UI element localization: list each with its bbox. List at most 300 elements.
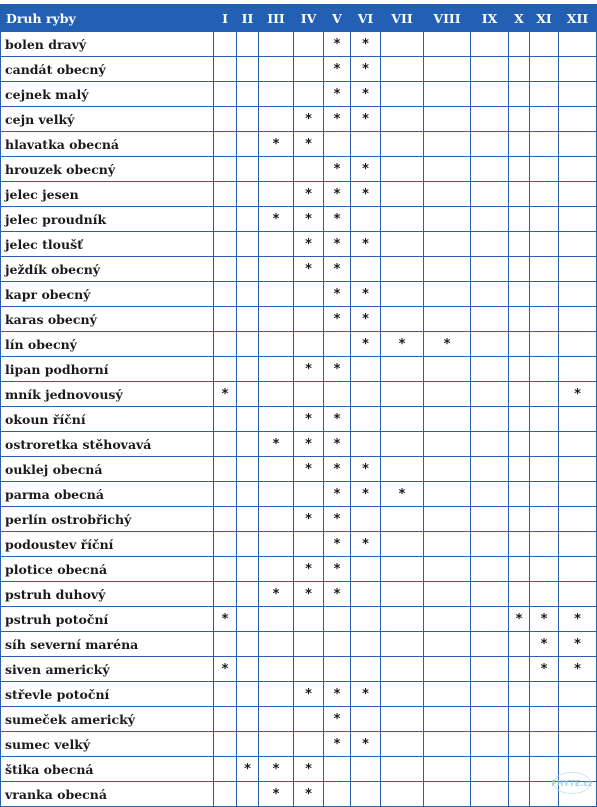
spawning-mark: * — [351, 182, 381, 207]
spawning-mark: * — [259, 582, 294, 607]
empty-cell — [381, 232, 424, 257]
empty-cell — [471, 82, 509, 107]
table-row — [1, 582, 597, 607]
empty-cell — [294, 532, 324, 557]
empty-cell — [214, 482, 237, 507]
empty-cell — [381, 532, 424, 557]
empty-cell — [214, 157, 237, 182]
table-row — [1, 407, 597, 432]
empty-cell — [559, 257, 597, 282]
empty-cell — [381, 82, 424, 107]
empty-cell — [509, 182, 530, 207]
species-name: plotice obecná — [1, 557, 214, 582]
species-name: ostroretka stěhovavá — [1, 432, 214, 457]
empty-cell — [424, 307, 471, 332]
empty-cell — [509, 582, 530, 607]
empty-cell — [259, 232, 294, 257]
empty-cell — [424, 682, 471, 707]
species-name: perlín ostrobřichý — [1, 507, 214, 532]
empty-cell — [424, 157, 471, 182]
empty-cell — [214, 182, 237, 207]
empty-cell — [214, 82, 237, 107]
table-row — [1, 532, 597, 557]
spawning-mark: * — [324, 557, 351, 582]
empty-cell — [259, 282, 294, 307]
empty-cell — [351, 607, 381, 632]
empty-cell — [424, 257, 471, 282]
empty-cell — [324, 607, 351, 632]
spawning-mark: * — [559, 607, 597, 632]
empty-cell — [530, 82, 559, 107]
empty-cell — [530, 507, 559, 532]
empty-cell — [559, 407, 597, 432]
spawning-mark: * — [424, 332, 471, 357]
empty-cell — [509, 82, 530, 107]
empty-cell — [381, 407, 424, 432]
empty-cell — [351, 207, 381, 232]
empty-cell — [237, 182, 259, 207]
empty-cell — [324, 332, 351, 357]
empty-cell — [530, 557, 559, 582]
empty-cell — [381, 457, 424, 482]
spawning-mark: * — [294, 782, 324, 807]
empty-cell — [530, 257, 559, 282]
empty-cell — [237, 657, 259, 682]
empty-cell — [237, 457, 259, 482]
empty-cell — [381, 207, 424, 232]
empty-cell — [559, 557, 597, 582]
empty-cell — [259, 532, 294, 557]
spawning-mark: * — [324, 507, 351, 532]
table-row — [1, 657, 597, 682]
empty-cell — [237, 132, 259, 157]
empty-cell — [381, 382, 424, 407]
empty-cell — [237, 582, 259, 607]
spawning-mark: * — [324, 282, 351, 307]
empty-cell — [471, 32, 509, 57]
empty-cell — [381, 507, 424, 532]
species-name: jelec tloušť — [1, 232, 214, 257]
spawning-mark: * — [324, 257, 351, 282]
empty-cell — [509, 232, 530, 257]
species-name: hrouzek obecný — [1, 157, 214, 182]
empty-cell — [381, 557, 424, 582]
empty-cell — [237, 607, 259, 632]
header-row — [1, 5, 597, 32]
empty-cell — [471, 257, 509, 282]
empty-cell — [237, 557, 259, 582]
species-name: podoustev říční — [1, 532, 214, 557]
empty-cell — [471, 332, 509, 357]
empty-cell — [471, 757, 509, 782]
empty-cell — [214, 507, 237, 532]
empty-cell — [530, 107, 559, 132]
empty-cell — [214, 232, 237, 257]
spawning-mark: * — [530, 607, 559, 632]
empty-cell — [381, 582, 424, 607]
empty-cell — [237, 532, 259, 557]
empty-cell — [530, 32, 559, 57]
empty-cell — [214, 57, 237, 82]
empty-cell — [471, 507, 509, 532]
site-logo-watermark: FHYTE.cz — [553, 772, 591, 794]
empty-cell — [294, 632, 324, 657]
empty-cell — [509, 357, 530, 382]
empty-cell — [214, 582, 237, 607]
spawning-mark: * — [351, 332, 381, 357]
empty-cell — [259, 32, 294, 57]
spawning-mark: * — [259, 132, 294, 157]
empty-cell — [530, 407, 559, 432]
empty-cell — [530, 207, 559, 232]
empty-cell — [424, 657, 471, 682]
empty-cell — [351, 632, 381, 657]
empty-cell — [509, 382, 530, 407]
table-row — [1, 257, 597, 282]
species-name: candát obecný — [1, 57, 214, 82]
empty-cell — [237, 332, 259, 357]
empty-cell — [259, 257, 294, 282]
species-name: lín obecný — [1, 332, 214, 357]
empty-cell — [424, 507, 471, 532]
empty-cell — [351, 132, 381, 157]
empty-cell — [351, 657, 381, 682]
spawning-mark: * — [294, 207, 324, 232]
empty-cell — [214, 207, 237, 232]
spawning-mark: * — [324, 232, 351, 257]
empty-cell — [530, 732, 559, 757]
species-name: bolen dravý — [1, 32, 214, 57]
empty-cell — [259, 632, 294, 657]
species-name: jelec proudník — [1, 207, 214, 232]
empty-cell — [471, 357, 509, 382]
empty-cell — [509, 457, 530, 482]
empty-cell — [424, 182, 471, 207]
empty-cell — [351, 407, 381, 432]
empty-cell — [237, 707, 259, 732]
empty-cell — [237, 82, 259, 107]
empty-cell — [424, 232, 471, 257]
empty-cell — [424, 782, 471, 807]
empty-cell — [509, 332, 530, 357]
empty-cell — [237, 482, 259, 507]
empty-cell — [530, 432, 559, 457]
empty-cell — [509, 432, 530, 457]
empty-cell — [259, 357, 294, 382]
empty-cell — [471, 57, 509, 82]
empty-cell — [509, 407, 530, 432]
empty-cell — [259, 657, 294, 682]
spawning-mark: * — [351, 57, 381, 82]
empty-cell — [237, 432, 259, 457]
table-row — [1, 107, 597, 132]
species-name: siven americký — [1, 657, 214, 682]
spawning-mark: * — [351, 307, 381, 332]
spawning-mark: * — [214, 607, 237, 632]
table-row — [1, 182, 597, 207]
column-header-month: I — [214, 5, 237, 32]
empty-cell — [424, 207, 471, 232]
empty-cell — [471, 282, 509, 307]
table-row — [1, 707, 597, 732]
empty-cell — [351, 557, 381, 582]
species-name: hlavatka obecná — [1, 132, 214, 157]
spawning-mark: * — [237, 757, 259, 782]
empty-cell — [424, 482, 471, 507]
empty-cell — [237, 157, 259, 182]
species-name: cejn velký — [1, 107, 214, 132]
spawning-mark: * — [351, 282, 381, 307]
empty-cell — [214, 432, 237, 457]
table-row — [1, 82, 597, 107]
empty-cell — [294, 282, 324, 307]
empty-cell — [509, 257, 530, 282]
empty-cell — [351, 757, 381, 782]
empty-cell — [294, 307, 324, 332]
empty-cell — [324, 757, 351, 782]
spawning-mark: * — [294, 457, 324, 482]
empty-cell — [559, 357, 597, 382]
table-row — [1, 132, 597, 157]
empty-cell — [381, 607, 424, 632]
empty-cell — [559, 532, 597, 557]
table-row — [1, 382, 597, 407]
empty-cell — [294, 382, 324, 407]
empty-cell — [259, 507, 294, 532]
species-name: okoun říční — [1, 407, 214, 432]
species-name: síh severní maréna — [1, 632, 214, 657]
spawning-mark: * — [294, 682, 324, 707]
spawning-mark: * — [259, 207, 294, 232]
species-name: parma obecná — [1, 482, 214, 507]
empty-cell — [471, 182, 509, 207]
empty-cell — [351, 507, 381, 532]
empty-cell — [471, 657, 509, 682]
column-header-month: XI — [530, 5, 559, 32]
empty-cell — [351, 432, 381, 457]
empty-cell — [471, 132, 509, 157]
empty-cell — [471, 482, 509, 507]
empty-cell — [530, 582, 559, 607]
species-name: sumec velký — [1, 732, 214, 757]
empty-cell — [381, 182, 424, 207]
column-header-month: X — [509, 5, 530, 32]
column-header-month: IV — [294, 5, 324, 32]
empty-cell — [237, 632, 259, 657]
empty-cell — [509, 132, 530, 157]
species-name: cejnek malý — [1, 82, 214, 107]
column-header-month: V — [324, 5, 351, 32]
empty-cell — [294, 482, 324, 507]
empty-cell — [424, 357, 471, 382]
empty-cell — [214, 707, 237, 732]
empty-cell — [559, 732, 597, 757]
spawning-calendar-table — [0, 4, 597, 807]
empty-cell — [424, 57, 471, 82]
empty-cell — [471, 632, 509, 657]
empty-cell — [351, 357, 381, 382]
empty-cell — [509, 282, 530, 307]
column-header-month: VII — [381, 5, 424, 32]
empty-cell — [294, 657, 324, 682]
empty-cell — [381, 107, 424, 132]
column-header-species: Druh ryby — [1, 5, 214, 32]
empty-cell — [509, 757, 530, 782]
empty-cell — [471, 732, 509, 757]
empty-cell — [509, 732, 530, 757]
empty-cell — [530, 307, 559, 332]
empty-cell — [381, 357, 424, 382]
spawning-mark: * — [294, 507, 324, 532]
empty-cell — [237, 207, 259, 232]
empty-cell — [237, 307, 259, 332]
spawning-mark: * — [559, 632, 597, 657]
empty-cell — [259, 407, 294, 432]
empty-cell — [530, 282, 559, 307]
empty-cell — [237, 57, 259, 82]
empty-cell — [214, 732, 237, 757]
empty-cell — [237, 382, 259, 407]
spawning-mark: * — [559, 657, 597, 682]
empty-cell — [471, 457, 509, 482]
empty-cell — [259, 332, 294, 357]
spawning-mark: * — [324, 82, 351, 107]
spawning-mark: * — [351, 482, 381, 507]
spawning-mark: * — [259, 432, 294, 457]
spawning-mark: * — [530, 632, 559, 657]
empty-cell — [471, 382, 509, 407]
empty-cell — [294, 157, 324, 182]
empty-cell — [424, 707, 471, 732]
empty-cell — [509, 657, 530, 682]
table-row — [1, 432, 597, 457]
empty-cell — [214, 357, 237, 382]
empty-cell — [559, 507, 597, 532]
species-name: pstruh potoční — [1, 607, 214, 632]
spawning-mark: * — [294, 432, 324, 457]
table-row — [1, 482, 597, 507]
spawning-mark: * — [351, 532, 381, 557]
empty-cell — [471, 782, 509, 807]
spawning-mark: * — [294, 232, 324, 257]
spawning-mark: * — [294, 107, 324, 132]
spawning-mark: * — [324, 182, 351, 207]
empty-cell — [381, 132, 424, 157]
empty-cell — [351, 257, 381, 282]
empty-cell — [424, 382, 471, 407]
empty-cell — [381, 157, 424, 182]
empty-cell — [214, 457, 237, 482]
table-row — [1, 607, 597, 632]
spawning-mark: * — [294, 257, 324, 282]
empty-cell — [214, 682, 237, 707]
empty-cell — [424, 457, 471, 482]
empty-cell — [424, 107, 471, 132]
spawning-mark: * — [294, 582, 324, 607]
empty-cell — [351, 707, 381, 732]
empty-cell — [237, 782, 259, 807]
empty-cell — [471, 432, 509, 457]
empty-cell — [214, 557, 237, 582]
spawning-mark: * — [351, 157, 381, 182]
table-row — [1, 557, 597, 582]
empty-cell — [530, 157, 559, 182]
empty-cell — [559, 432, 597, 457]
empty-cell — [509, 57, 530, 82]
species-name: lipan podhorní — [1, 357, 214, 382]
species-name: štika obecná — [1, 757, 214, 782]
empty-cell — [237, 357, 259, 382]
table-row — [1, 357, 597, 382]
spawning-mark: * — [294, 557, 324, 582]
empty-cell — [509, 32, 530, 57]
empty-cell — [381, 57, 424, 82]
empty-cell — [237, 107, 259, 132]
empty-cell — [214, 757, 237, 782]
spawning-mark: * — [324, 157, 351, 182]
species-name: ježdík obecný — [1, 257, 214, 282]
empty-cell — [559, 82, 597, 107]
table-row — [1, 332, 597, 357]
table-row — [1, 32, 597, 57]
empty-cell — [324, 782, 351, 807]
table-row — [1, 782, 597, 807]
empty-cell — [381, 32, 424, 57]
spawning-mark: * — [351, 82, 381, 107]
empty-cell — [351, 582, 381, 607]
spawning-mark: * — [324, 532, 351, 557]
empty-cell — [259, 732, 294, 757]
empty-cell — [259, 107, 294, 132]
empty-cell — [259, 682, 294, 707]
empty-cell — [259, 557, 294, 582]
table-row — [1, 682, 597, 707]
empty-cell — [509, 632, 530, 657]
spawning-mark: * — [324, 482, 351, 507]
empty-cell — [471, 157, 509, 182]
empty-cell — [530, 707, 559, 732]
species-name: mník jednovousý — [1, 382, 214, 407]
spawning-mark: * — [259, 782, 294, 807]
spawning-mark: * — [351, 457, 381, 482]
empty-cell — [259, 607, 294, 632]
spawning-mark: * — [324, 432, 351, 457]
spawning-mark: * — [530, 657, 559, 682]
empty-cell — [559, 132, 597, 157]
empty-cell — [559, 332, 597, 357]
empty-cell — [424, 432, 471, 457]
empty-cell — [424, 582, 471, 607]
table-body — [1, 32, 597, 807]
spawning-mark: * — [381, 482, 424, 507]
spawning-mark: * — [351, 232, 381, 257]
empty-cell — [424, 282, 471, 307]
empty-cell — [471, 607, 509, 632]
empty-cell — [324, 657, 351, 682]
empty-cell — [381, 282, 424, 307]
empty-cell — [559, 157, 597, 182]
empty-cell — [214, 282, 237, 307]
empty-cell — [259, 307, 294, 332]
spawning-mark: * — [324, 407, 351, 432]
empty-cell — [471, 207, 509, 232]
table-row — [1, 757, 597, 782]
empty-cell — [559, 107, 597, 132]
empty-cell — [530, 482, 559, 507]
empty-cell — [471, 707, 509, 732]
table-row — [1, 57, 597, 82]
empty-cell — [559, 57, 597, 82]
